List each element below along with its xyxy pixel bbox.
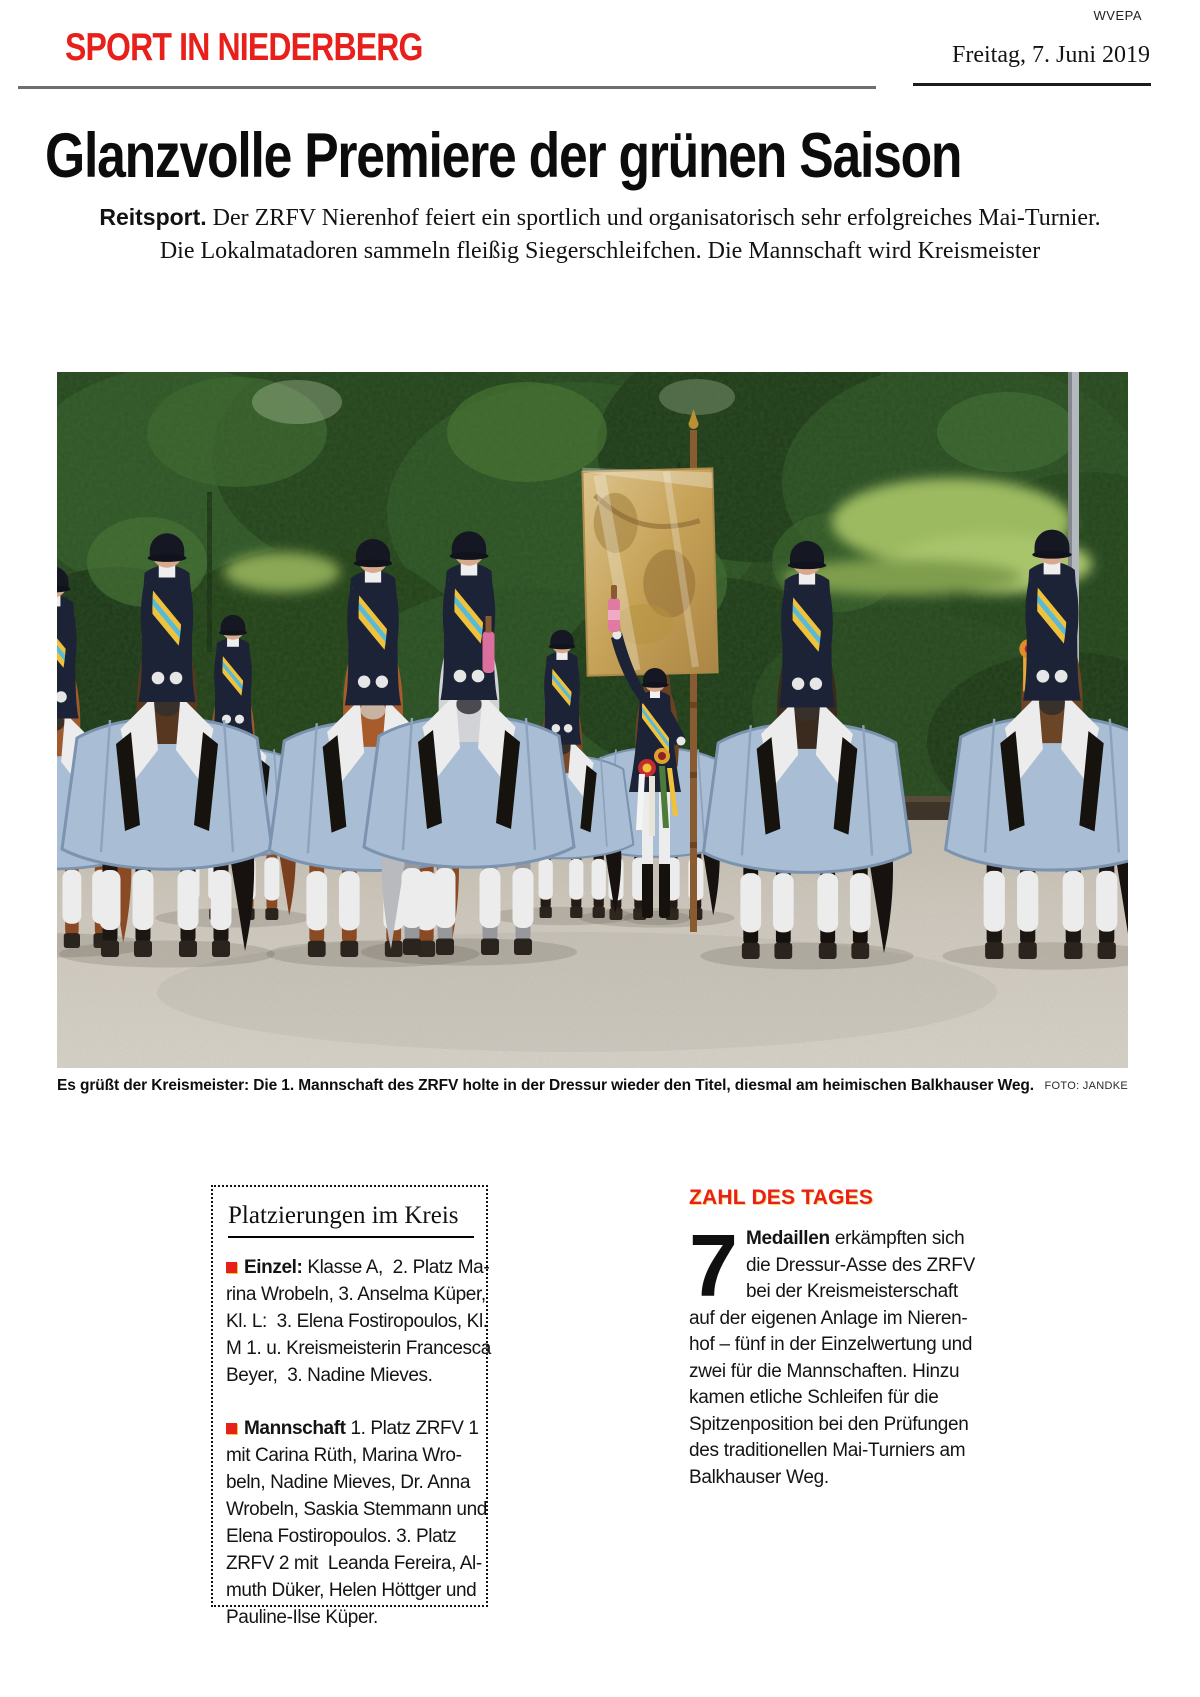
subhead-kicker: Reitsport. xyxy=(99,204,207,230)
photo-illustration xyxy=(57,372,1128,1068)
section-title: SPORT IN NIEDERBERG xyxy=(65,26,423,69)
article-headline: Glanzvolle Premiere der grünen Saison xyxy=(45,121,962,191)
agency-label: WVEPA xyxy=(1093,8,1142,23)
zahl-des-tages-heading: ZAHL DES TAGES xyxy=(689,1186,874,1209)
photo-caption-row xyxy=(57,1077,1128,1095)
results-entry-mannschaft xyxy=(226,1415,487,1631)
photo-credit: FOTO: JANDKE xyxy=(1044,1080,1128,1092)
entry-text: 1. Platz ZRFV 1 mit Carina Rüth, Marina Wro- beln, Nadine Mieves, Dr. Anna Wrobeln, Saskia Stemmann und Elena Fostiropoulos. 3. Platz ZRFV 2 mit Leanda Fereira, Al- muth Düker, Helen Höttger und Pauline-Ilse Küper. xyxy=(226,1418,487,1628)
article-photo xyxy=(57,372,1128,1068)
subhead-line-1: Reitsport. Der ZRFV Nierenhof feiert ein sportlich und organisatorisch sehr erfolgreiches Mai-Turnier. xyxy=(99,204,1101,231)
results-entry-einzel xyxy=(226,1254,491,1389)
entry-lead: Einzel: xyxy=(244,1257,303,1278)
red-square-bullet-icon xyxy=(226,1262,237,1273)
drop-cap-number: 7 xyxy=(689,1216,736,1315)
masthead-rule-left xyxy=(18,86,876,89)
results-box xyxy=(211,1185,491,1628)
entry-lead: Mannschaft xyxy=(244,1418,346,1439)
subhead-line-2: Die Lokalmatadoren sammeln fleißig Siegerschleifchen. Die Mannschaft wird Kreismeister xyxy=(159,238,1041,264)
results-box-underline xyxy=(228,1236,474,1238)
results-box-title: Platzierungen im Kreis xyxy=(228,1202,459,1229)
zahl-text: erkämpften sich die Dressur-Asse des ZRFV bei der Kreismeisterschaft auf der eigenen Anlage im Nieren- hof – fünf in der Einzelwertung und zwei für die Mannschaften. Hinzu kamen etliche Schleifen für die Spitzenposition bei den Prüfungen des traditionellen Mai-Turniers am Balkhauser Weg. xyxy=(689,1228,975,1488)
dateline: Freitag, 7. Juni 2019 xyxy=(952,42,1150,68)
photo-caption: Es grüßt der Kreismeister: Die 1. Mannschaft des ZRFV holte in der Dressur wieder den Titel, diesmal am heimischen Balkhauser Weg. xyxy=(57,1077,1035,1094)
article-subhead xyxy=(0,201,1200,268)
zahl-lead: Medaillen xyxy=(745,1228,830,1249)
zahl-des-tages-body xyxy=(689,1216,989,1491)
red-square-bullet-icon xyxy=(226,1423,237,1434)
masthead-rule-right xyxy=(913,83,1151,86)
entry-text: Klasse A, 2. Platz Ma- rina Wrobeln, 3. Anselma Küper, Kl. L: 3. Elena Fostiropoulos, Kl. M 1. u. Kreismeisterin Francesca Beyer, 3. Nadine Mieves. xyxy=(226,1257,491,1386)
